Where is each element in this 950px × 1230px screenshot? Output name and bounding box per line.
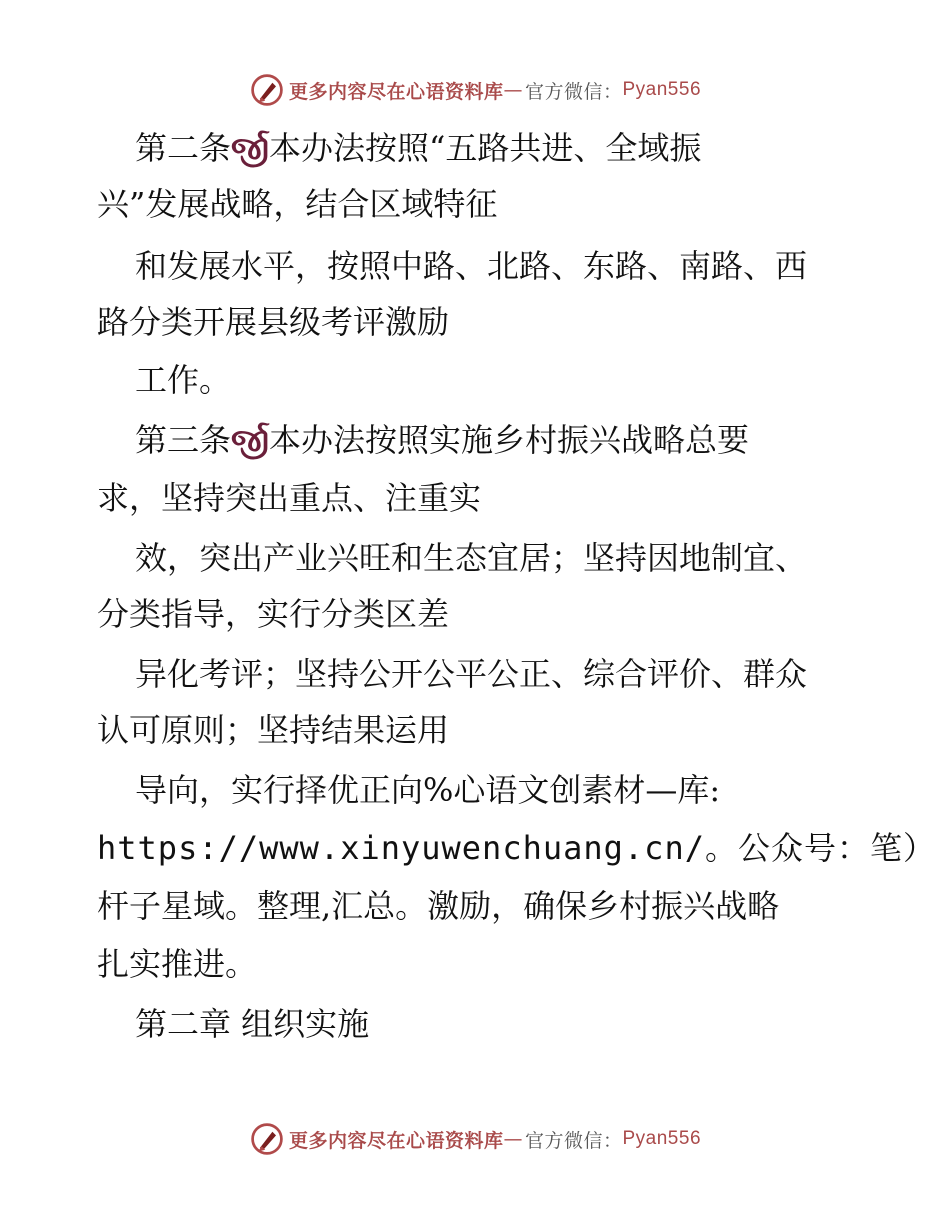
banner-wechat-label: 官方微信： — [524, 1129, 623, 1152]
text-line: 路分类开展县级考评激励 — [97, 303, 450, 341]
banner-dash: — — [503, 1128, 523, 1150]
text-line: 和发展水平，按照中路、北路、东路、南路、西 — [135, 247, 808, 285]
text-line: 工作。 — [135, 361, 232, 399]
chapter-heading: 第二章 组织实施 — [135, 1005, 370, 1043]
footer-watermark-banner — [0, 1119, 950, 1159]
header-watermark-banner — [0, 70, 950, 110]
text-line: 第三条ર્જી本办法按照实施乡村振兴战略总要 — [135, 421, 749, 459]
text-line: 第二条ર્જી本办法按照“五路共进、全域振 — [135, 129, 702, 167]
text-line: 求，坚持突出重点、注重实 — [97, 479, 482, 517]
pen-logo-icon — [249, 72, 285, 108]
text-line: 异化考评；坚持公开公平公正、综合评价、群众 — [135, 655, 808, 693]
text-line: 认可原则；坚持结果运用 — [97, 711, 450, 749]
text-line: 分类指导，实行分类区差 — [97, 595, 450, 633]
pen-logo-icon — [249, 1121, 285, 1157]
text-line: 扎实推进。 — [97, 945, 258, 983]
knot-ornament-icon: ર્જી — [231, 129, 269, 167]
banner-brand-text: 更多内容尽在心语资料库 — [288, 80, 504, 103]
banner-dash: — — [503, 79, 523, 101]
knot-ornament-icon: ર્જી — [231, 421, 269, 459]
banner-wechat-label: 官方微信： — [524, 80, 623, 103]
text-line-url: https://www.xinyuwenchuang.cn/。公众号：笔） — [97, 829, 936, 867]
text-line: 兴”发展战略，结合区域特征 — [97, 185, 498, 223]
text-line: 导向，实行择优正向%心语文创素材—库: — [135, 771, 721, 809]
text-line: 效，突出产业兴旺和生态宜居；坚持因地制宜、 — [135, 539, 808, 577]
text-line: 杆子星域。整理,汇总。激励，确保乡村振兴战略 — [97, 887, 780, 925]
banner-brand-text: 更多内容尽在心语资料库 — [288, 1129, 504, 1152]
banner-wechat-id: Pyan556 — [622, 1128, 702, 1149]
banner-wechat-id: Pyan556 — [622, 79, 702, 100]
